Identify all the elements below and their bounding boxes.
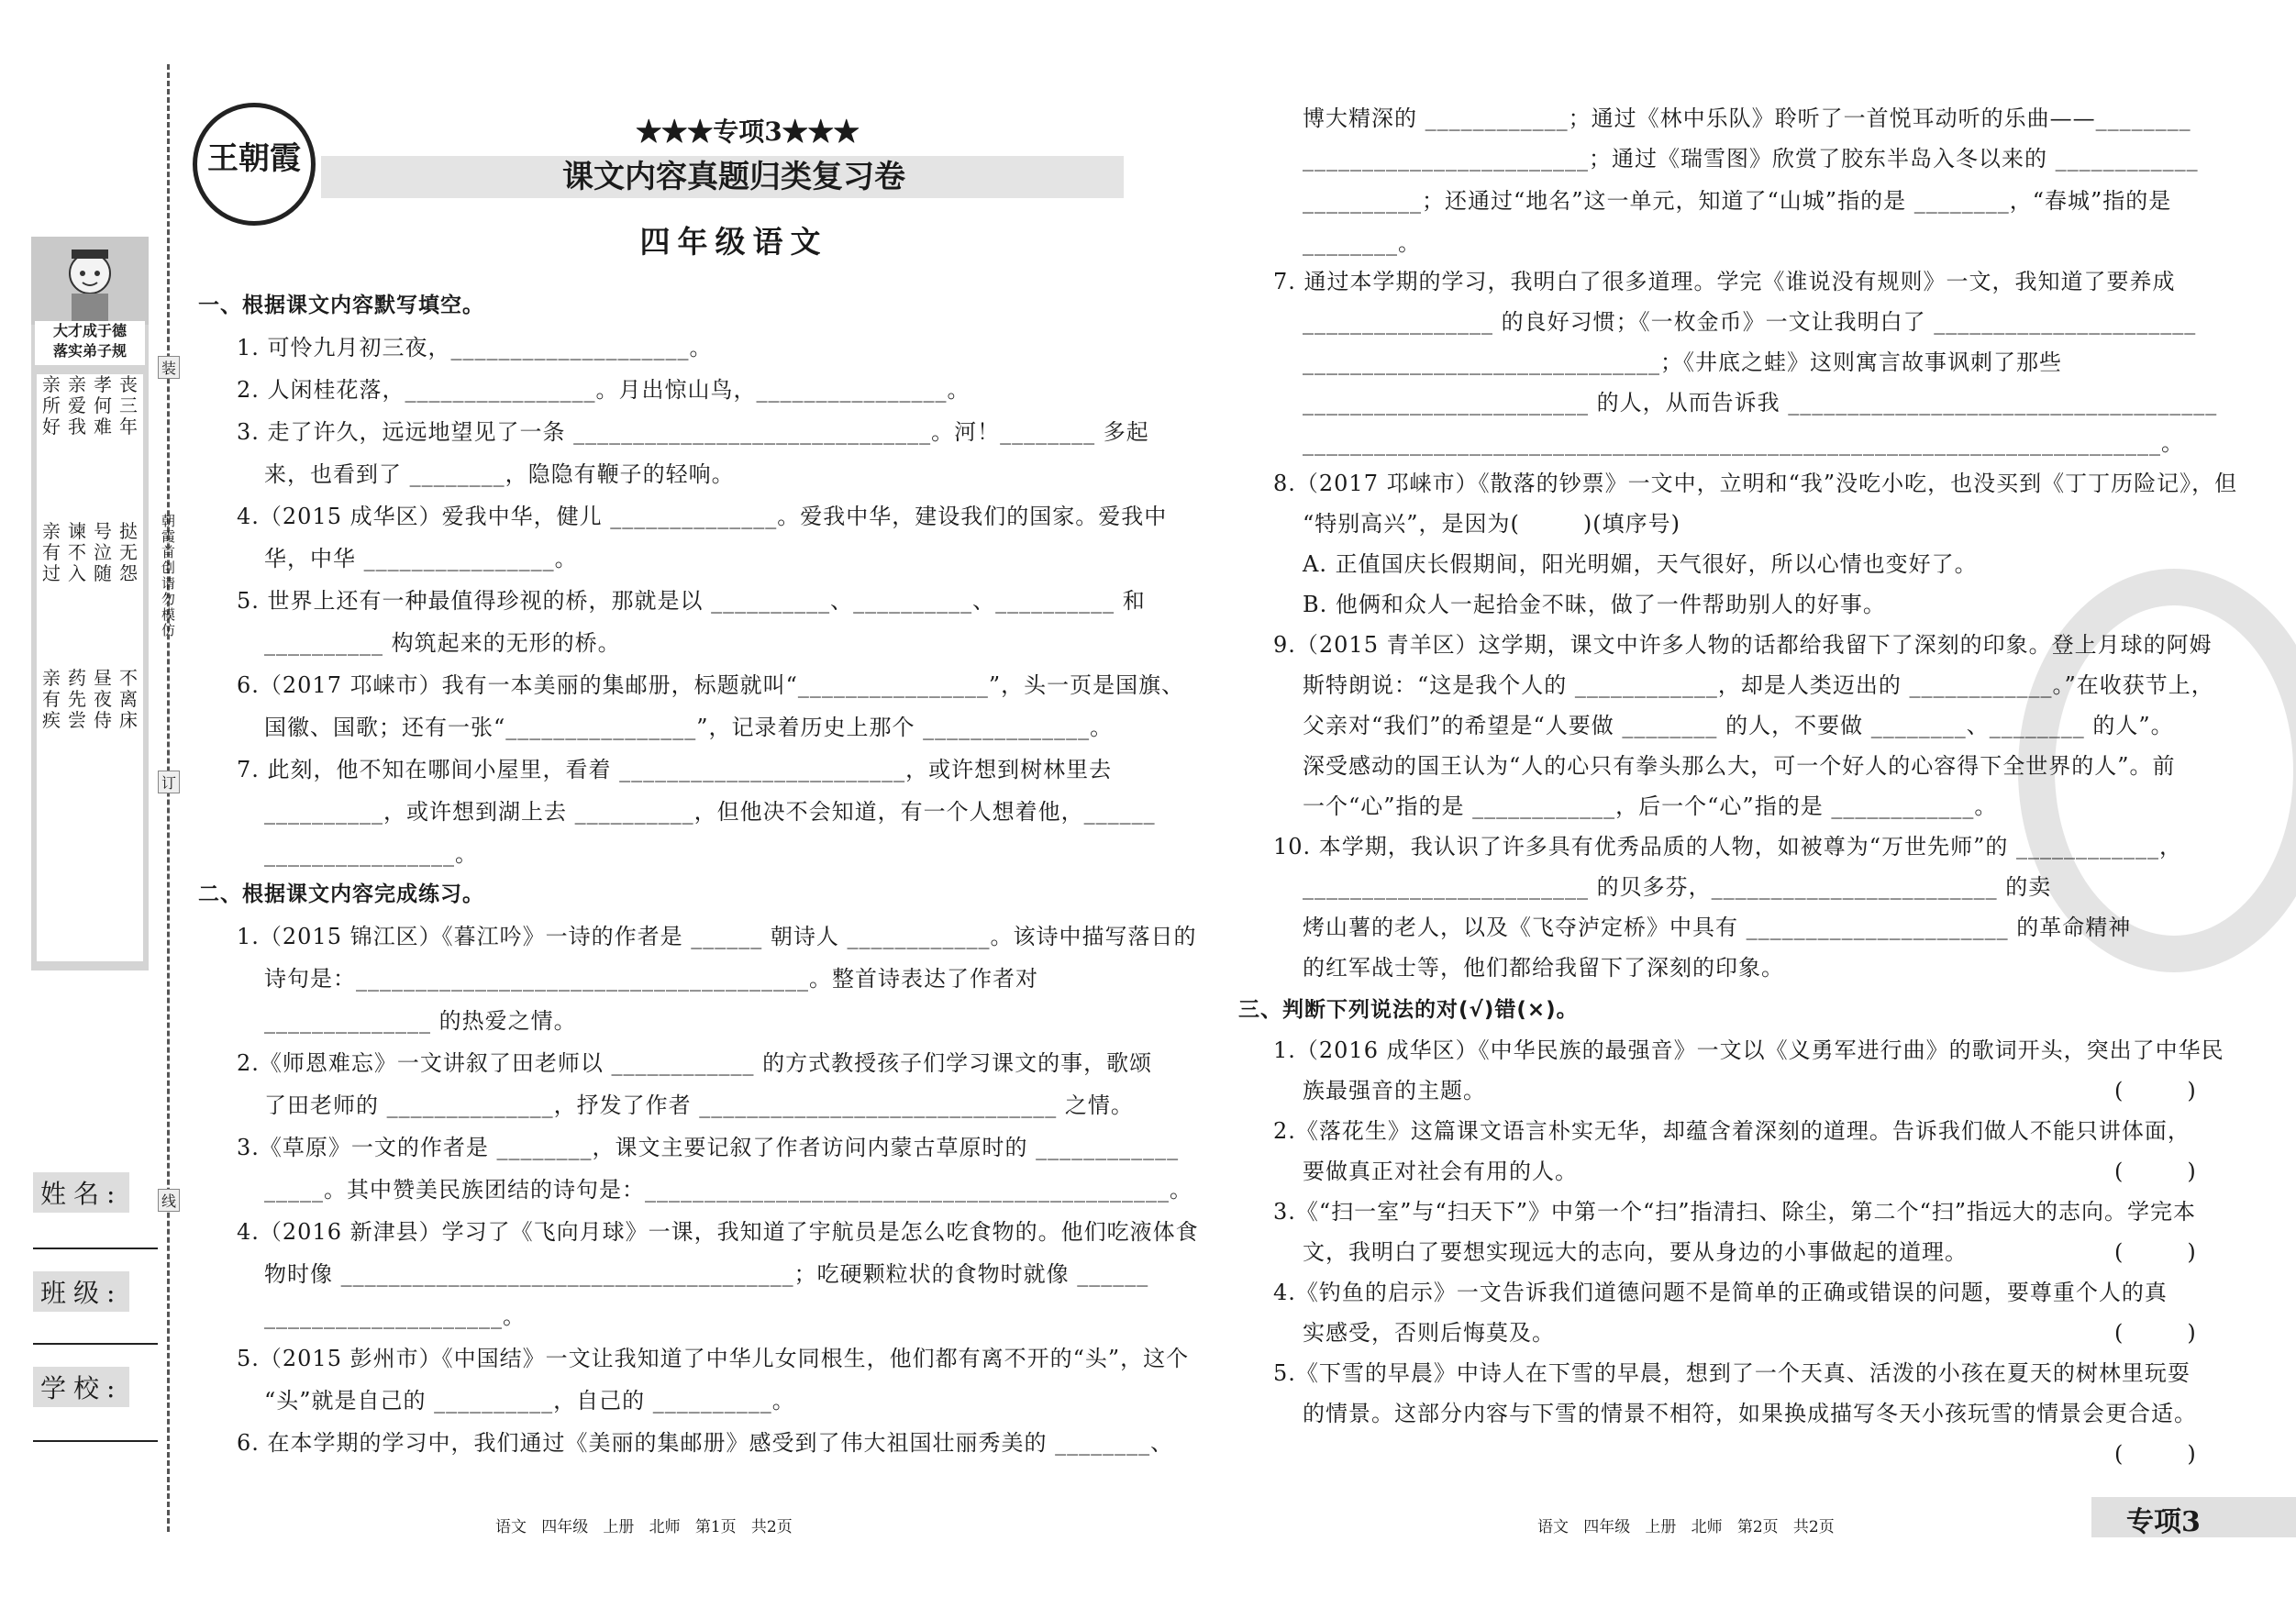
text-line: 6.（2017 邛崃市）我有一本美丽的集邮册，标题就叫“________________”，头一页是国旗、 xyxy=(237,672,1185,698)
verse-column: 药先尝 xyxy=(68,667,86,731)
text-line: 7. 此刻，他不知在哪间小屋里，看着 ________________________，或许想到树林里去 xyxy=(237,757,1113,782)
text-line: ________。 xyxy=(1303,230,1421,256)
motto-line: 落实弟子规 xyxy=(52,342,127,360)
text-line: ____________________。 xyxy=(264,1303,526,1329)
binding-mark: 线 xyxy=(158,1189,180,1212)
class-field[interactable] xyxy=(33,1343,158,1345)
text-line: 3. 走了许久，远远地望见了一条 ______________________________。河！________ 多起 xyxy=(237,419,1149,445)
text-line: 诗句是：______________________________________。整首诗表达了作者对 xyxy=(264,966,1038,992)
text-line: ________________ 的良好习惯；《一枚金币》一文让我明白了 ______________________ xyxy=(1303,309,2197,335)
option-b: B. 他俩和众人一起拾金不昧，做了一件帮助别人的好事。 xyxy=(1303,592,1886,617)
text-line: 2.《师恩难忘》一文讲叙了田老师以 ____________ 的方式教授孩子们学习课文的事，歌颂 xyxy=(237,1050,1153,1076)
name-field[interactable] xyxy=(33,1248,158,1249)
sidebar-motto xyxy=(35,321,145,365)
text-line: 一个“心”指的是 ____________，后一个“心”指的是 ____________。 xyxy=(1303,793,1998,819)
text-line: ________________。 xyxy=(264,841,478,867)
verse-column: 亲所好 xyxy=(42,373,61,438)
verse-column: 亲爱我 xyxy=(68,373,86,438)
text-line: 4.《钓鱼的启示》一文告诉我们道德问题不是简单的正确或错误的问题，要尊重个人的真 xyxy=(1273,1280,2168,1305)
text-line: 6. 在本学期的学习中，我们通过《美丽的集邮册》感受到了伟大祖国壮丽秀美的 ________、 xyxy=(237,1430,1174,1456)
verse-column: 丧三年 xyxy=(119,373,138,438)
text-line: _____。其中赞美民族团结的诗句是：____________________________________________。 xyxy=(264,1177,1192,1203)
text-line: 5.（2015 彭州市）《中国结》一文让我知道了中华儿女同根生，他们都有离不开的“头”，这个 xyxy=(237,1346,1190,1371)
text-line: 了田老师的 ______________，抒发了作者 ______________________________ 之情。 xyxy=(264,1092,1134,1118)
text-line: “特别高兴”，是因为( )(填序号) xyxy=(1303,511,1681,537)
answer-paren[interactable]: ( ) xyxy=(2114,1159,2197,1184)
text-line: 物时像 ______________________________________；吃硬颗粒状的食物时就像 ______ xyxy=(264,1261,1149,1287)
text-line: 国徽、国歌；还有一张“________________”，记录着历史上那个 ______________。 xyxy=(264,715,1114,740)
text-line: 实感受，否则后悔莫及。 xyxy=(1303,1320,1555,1346)
school-field[interactable] xyxy=(33,1440,158,1442)
verse-column: 谏不入 xyxy=(68,520,86,584)
text-line: 族最强音的主题。 xyxy=(1303,1078,1486,1103)
motto-line: 大才成于德 xyxy=(52,322,127,339)
text-line: “头”就是自己的 __________，自己的 __________。 xyxy=(264,1388,795,1414)
text-line: 来，也看到了 ________，隐隐有鞭子的轻响。 xyxy=(264,461,735,487)
binding-dashed-line xyxy=(167,64,170,1532)
text-line: 8.（2017 邛崃市）《散落的钞票》一文中，立明和“我”没吃小吃，也没买到《丁丁历险记》，但 xyxy=(1273,471,2238,496)
text-line: 博大精深的 ____________；通过《林中乐队》聆听了一首悦耳动听的乐曲——________ xyxy=(1303,105,2191,131)
text-line: 4.（2016 新津县）学习了《飞向月球》一课，我知道了宇航员是怎么吃食物的。他们吃液体食 xyxy=(237,1219,1199,1245)
page-title: 课文内容真题归类复习卷 xyxy=(562,159,905,195)
text-line: ________________________ 的贝多芬，________________________ 的卖 xyxy=(1303,874,2052,900)
text-line: 3.《草原》一文的作者是 ________，课文主要记叙了作者访问内蒙古草原时的 ____________ xyxy=(237,1135,1180,1160)
option-a: A. 正值国庆长假期间，阳光明媚，天气很好，所以心情也变好了。 xyxy=(1303,551,1978,577)
class-label: 班级: xyxy=(33,1271,129,1312)
page-subtitle: 四年级语文 xyxy=(639,224,828,260)
page-footer: 语文 四年级 上册 北师 第2页 共2页 xyxy=(1537,1518,1835,1536)
verse-column: 昼夜侍 xyxy=(94,667,112,731)
page-footer: 语文 四年级 上册 北师 第1页 共2页 xyxy=(495,1518,793,1536)
brand-logo: 王朝霞 xyxy=(193,103,316,226)
answer-paren[interactable]: ( ) xyxy=(2114,1239,2197,1265)
text-line: 文，我明白了要想实现远大的志向，要从身边的小事做起的道理。 xyxy=(1303,1239,1968,1265)
text-line: ______________________________；《井底之蛙》这则寓言故事讽刺了那些 xyxy=(1303,349,2062,375)
answer-paren[interactable]: ( ) xyxy=(2114,1441,2197,1467)
text-line: 斯特朗说：“这是我个人的 ____________，却是人类迈出的 ____________。”在收获节上， xyxy=(1303,672,2214,698)
text-line: 华，中华 ________________。 xyxy=(264,546,578,571)
answer-paren[interactable]: ( ) xyxy=(2114,1320,2197,1346)
text-line: __________；还通过“地名”这一单元，知道了“山城”指的是 ________，“春城”指的是 xyxy=(1303,188,2172,214)
school-label: 学校: xyxy=(33,1367,129,1407)
text-line: ________________________________________________________________________。 xyxy=(1303,430,2184,456)
text-line: 父亲对“我们”的希望是“人要做 ________ 的人，不要做 ________、________ 的人”。 xyxy=(1303,713,2174,738)
text-line: 深受感动的国王认为“人的心只有拳头那么大，可一个好人的心容得下全世界的人”。前 xyxy=(1303,753,2176,779)
sidebar-verse-columns xyxy=(37,374,143,961)
verse-column: 不离床 xyxy=(119,667,138,731)
text-line: 的情景。这部分内容与下雪的情景不相符，如果换成描写冬天小孩玩雪的情景会更合适。 xyxy=(1303,1401,2197,1426)
text-line: 2. 人闲桂花落，________________。月出惊山鸟，________________。 xyxy=(237,377,971,403)
verse-column: 亲有过 xyxy=(42,520,61,584)
text-line: ________________________；通过《瑞雪图》欣赏了胶东半岛入冬以来的 ____________ xyxy=(1303,146,2199,172)
text-line: 2.《落花生》这篇课文语言朴实无华，却蕴含着深刻的道理。告诉我们做人不能只讲体面， xyxy=(1273,1118,2191,1144)
text-line: 的红军战士等，他们都给我留下了深刻的印象。 xyxy=(1303,955,1784,981)
binding-mark: 装 xyxy=(158,356,180,379)
text-line: __________，或许想到湖上去 __________，但他决不会知道，有一个人想着他，______ xyxy=(264,799,1156,825)
verse-column: 挞无怨 xyxy=(119,520,138,584)
text-line: 烤山薯的老人，以及《飞夺泸定桥》中具有 ______________________ 的革命精神 xyxy=(1303,915,2132,940)
text-line: 5. 世界上还有一种最值得珍视的桥，那就是以 __________、__________、__________ 和 xyxy=(237,588,1146,614)
verse-column: 孝何难 xyxy=(94,373,112,438)
answer-paren[interactable]: ( ) xyxy=(2114,1078,2197,1103)
text-line: __________ 构筑起来的无形的桥。 xyxy=(264,630,621,656)
section-heading: 三、判断下列说法的对(√)错(×)。 xyxy=(1238,998,1579,1022)
text-line: ______________ 的热爱之情。 xyxy=(264,1008,577,1034)
cartoon-figure-icon xyxy=(31,237,149,325)
special-label: ★★★专项3★★★ xyxy=(636,116,860,147)
text-line: 1.（2016 成华区）《中华民族的最强音》一文以《义勇军进行曲》的歌词开头，突出了中华民 xyxy=(1273,1037,2224,1063)
text-line: 5.《下雪的早晨》中诗人在下雪的早晨，想到了一个天真、活泼的小孩在夏天的树林里玩耍 xyxy=(1273,1360,2191,1386)
text-line: ________________________ 的人，从而告诉我 ____________________________________ xyxy=(1303,390,2218,416)
section-heading: 二、根据课文内容完成练习。 xyxy=(198,882,484,906)
corner-tag: 专项3 xyxy=(2126,1506,2201,1538)
binding-mark: 订 xyxy=(158,771,180,793)
text-line: 要做真正对社会有用的人。 xyxy=(1303,1159,1578,1184)
text-line: 3.《“扫一室”与“扫天下”》中第一个“扫”指清扫、除尘，第二个“扫”指远大的志向。学完本 xyxy=(1273,1199,2197,1225)
section-heading: 一、根据课文内容默写填空。 xyxy=(198,294,484,317)
text-line: 7. 通过本学期的学习，我明白了很多道理。学完《谁说没有规则》一文，我知道了要养成 xyxy=(1273,269,2176,294)
text-line: 1.（2015 锦江区）《暮江吟》一诗的作者是 ______ 朝诗人 ____________。该诗中描写落日的 xyxy=(237,924,1197,949)
verse-column: 亲有疾 xyxy=(42,667,61,731)
text-line: 4.（2015 成华区）爱我中华，健儿 ______________。爱我中华，建设我们的国家。爱我中 xyxy=(237,504,1168,529)
text-line: 10. 本学期，我认识了许多具有优秀品质的人物，如被尊为“万世先师”的 ____________， xyxy=(1273,834,2182,859)
text-line: 9.（2015 青羊区）这学期，课文中许多人物的话都给我留下了深刻的印象。登上月球的阿姆 xyxy=(1273,632,2213,658)
text-line: 1. 可怜九月初三夜，____________________。 xyxy=(237,335,713,360)
name-label: 姓名: xyxy=(33,1172,129,1213)
vertical-note: 朝霞首创 请勿模仿 xyxy=(161,513,176,638)
verse-column: 号泣随 xyxy=(94,520,112,584)
